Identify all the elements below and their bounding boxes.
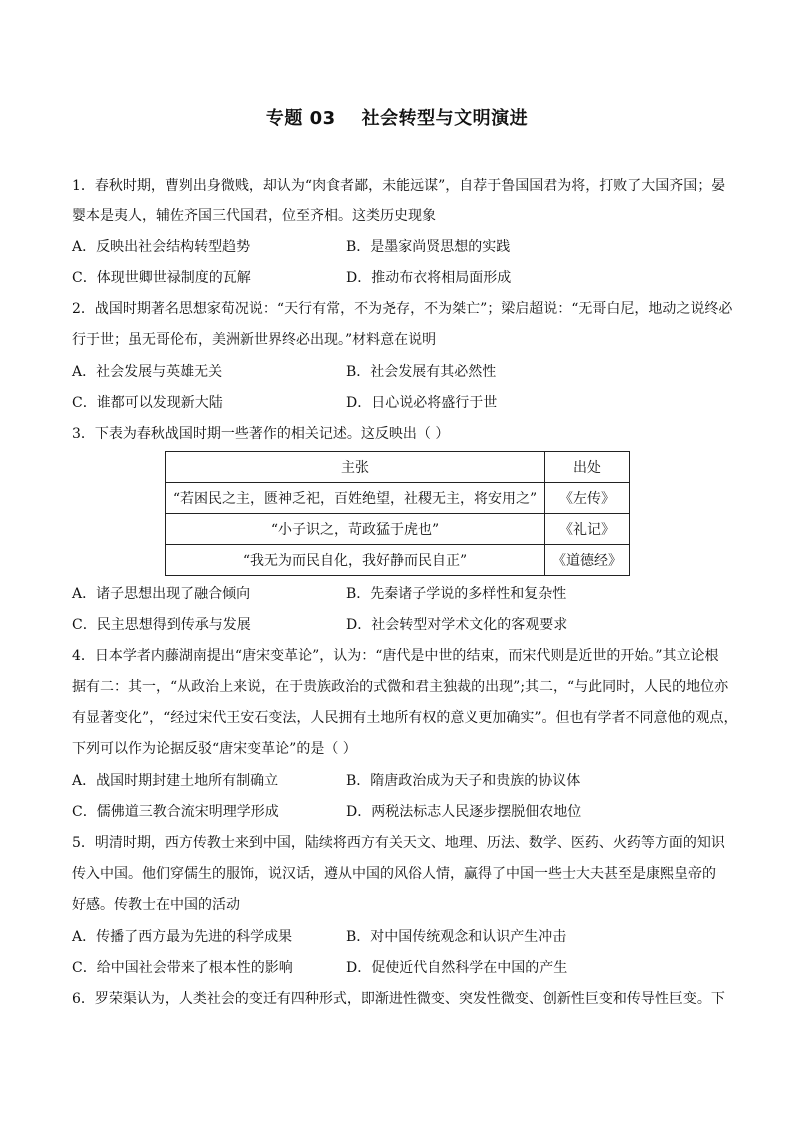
q4-stem-line3: 有显著变化”，“经过宋代王安石变法，人民拥有土地所有权的意义更加确实”。但也有学者不同意他的观点， (72, 710, 738, 726)
table-cell-source: 《左传》 (545, 483, 630, 514)
q1-stem-line2: 婴本是夷人，辅佐齐国三代国君，位至齐相。这类历史现象 (72, 208, 436, 224)
q3-stem-line1: 3．下表为春秋战国时期一些著作的相关记述。这反映出（ ） (72, 426, 450, 442)
q1-option-c[interactable]: C．体现世卿世禄制度的瓦解 (72, 270, 251, 286)
q3-option-b[interactable]: B．先秦诸子学说的多样性和复杂性 (346, 586, 567, 602)
q4-stem-line4: 下列可以作为论据反驳“唐宋变革论”的是（ ） (72, 741, 357, 757)
q2-stem-line1: 2．战国时期著名思想家荀况说：“天行有常，不为尧存，不为桀亡”；梁启超说：“无哥白尼，地动之说终必 (72, 301, 733, 317)
q3-option-a[interactable]: A．诸子思想出现了融合倾向 (72, 586, 251, 602)
q4-option-d[interactable]: D．两税法标志人民逐步摆脱佃农地位 (346, 804, 582, 820)
q1-option-a[interactable]: A．反映出社会结构转型趋势 (72, 239, 251, 255)
q4-option-c[interactable]: C．儒佛道三教合流宋明理学形成 (72, 804, 279, 820)
q4-option-a[interactable]: A．战国时期封建土地所有制确立 (72, 773, 279, 789)
table-cell-source: 《礼记》 (545, 514, 630, 545)
table-row (166, 514, 630, 545)
q4-stem-line2: 据有二：其一，“从政治上来说，在于贵族政治的式微和君主独裁的出现”;其二，“与此同时，人民的地位亦 (72, 679, 729, 695)
q1-option-d[interactable]: D．推动布衣将相局面形成 (346, 270, 512, 286)
table-cell-claim: “我无为而民自化，我好静而民自正” (166, 545, 545, 576)
q6-stem-line1: 6．罗荣渠认为，人类社会的变迁有四种形式，即渐进性微变、突发性微变、创新性巨变和传导性巨变。下 (72, 991, 725, 1007)
table-row (166, 545, 630, 576)
q2-option-d[interactable]: D．日心说必将盛行于世 (346, 395, 498, 411)
q2-option-c[interactable]: C．谁都可以发现新大陆 (72, 395, 223, 411)
q2-option-b[interactable]: B．社会发展有其必然性 (346, 364, 497, 380)
table-row (166, 483, 630, 514)
q1-option-b[interactable]: B．是墨家尚贤思想的实践 (346, 239, 511, 255)
page-title (0, 104, 794, 130)
title-main: 社会转型与文明演进 (361, 108, 529, 129)
table-header-row (166, 452, 630, 483)
table-cell-claim: “小子识之，苛政猛于虎也” (166, 514, 545, 545)
q3-option-c[interactable]: C．民主思想得到传承与发展 (72, 617, 251, 633)
q4-stem-line1: 4．日本学者内藤湖南提出“唐宋变革论”，认为：“唐代是中世的结束，而宋代则是近世的开始。”其立论根 (72, 648, 719, 664)
q5-stem-line3: 好感。传教士在中国的活动 (72, 897, 240, 913)
q4-option-b[interactable]: B．隋唐政治成为天子和贵族的协议体 (346, 773, 581, 789)
q2-option-a[interactable]: A．社会发展与英雄无关 (72, 364, 223, 380)
table-header-source: 出处 (545, 452, 630, 483)
q5-option-c[interactable]: C．给中国社会带来了根本性的影响 (72, 960, 293, 976)
table-cell-claim: “若困民之主，匮神乏祀，百姓绝望，社稷无主，将安用之” (166, 483, 545, 514)
q1-stem-line1: 1．春秋时期，曹刿出身微贱，却认为“肉食者鄙，未能远谋”，自荐于鲁国国君为将，打败了大国齐国；晏 (72, 178, 726, 194)
q5-option-b[interactable]: B．对中国传统观念和认识产生冲击 (346, 929, 567, 945)
title-prefix: 专题 03 (265, 108, 336, 129)
table-cell-source: 《道德经》 (545, 545, 630, 576)
q3-source-table (165, 451, 630, 576)
table-header-claim: 主张 (166, 452, 545, 483)
q5-stem-line1: 5．明清时期，西方传教士来到中国，陆续将西方有关天文、地理、历法、数学、医药、火药等方面的知识 (72, 835, 725, 851)
q5-option-a[interactable]: A．传播了西方最为先进的科学成果 (72, 929, 293, 945)
q2-stem-line2: 行于世；虽无哥伦布，美洲新世界终必出现。”材料意在说明 (72, 332, 437, 348)
q3-option-d[interactable]: D．社会转型对学术文化的客观要求 (346, 617, 568, 633)
q5-option-d[interactable]: D．促使近代自然科学在中国的产生 (346, 960, 568, 976)
q5-stem-line2: 传入中国。他们穿儒生的服饰，说汉话，遵从中国的风俗人情，赢得了中国一些士大夫甚至是康熙皇帝的 (72, 866, 716, 882)
